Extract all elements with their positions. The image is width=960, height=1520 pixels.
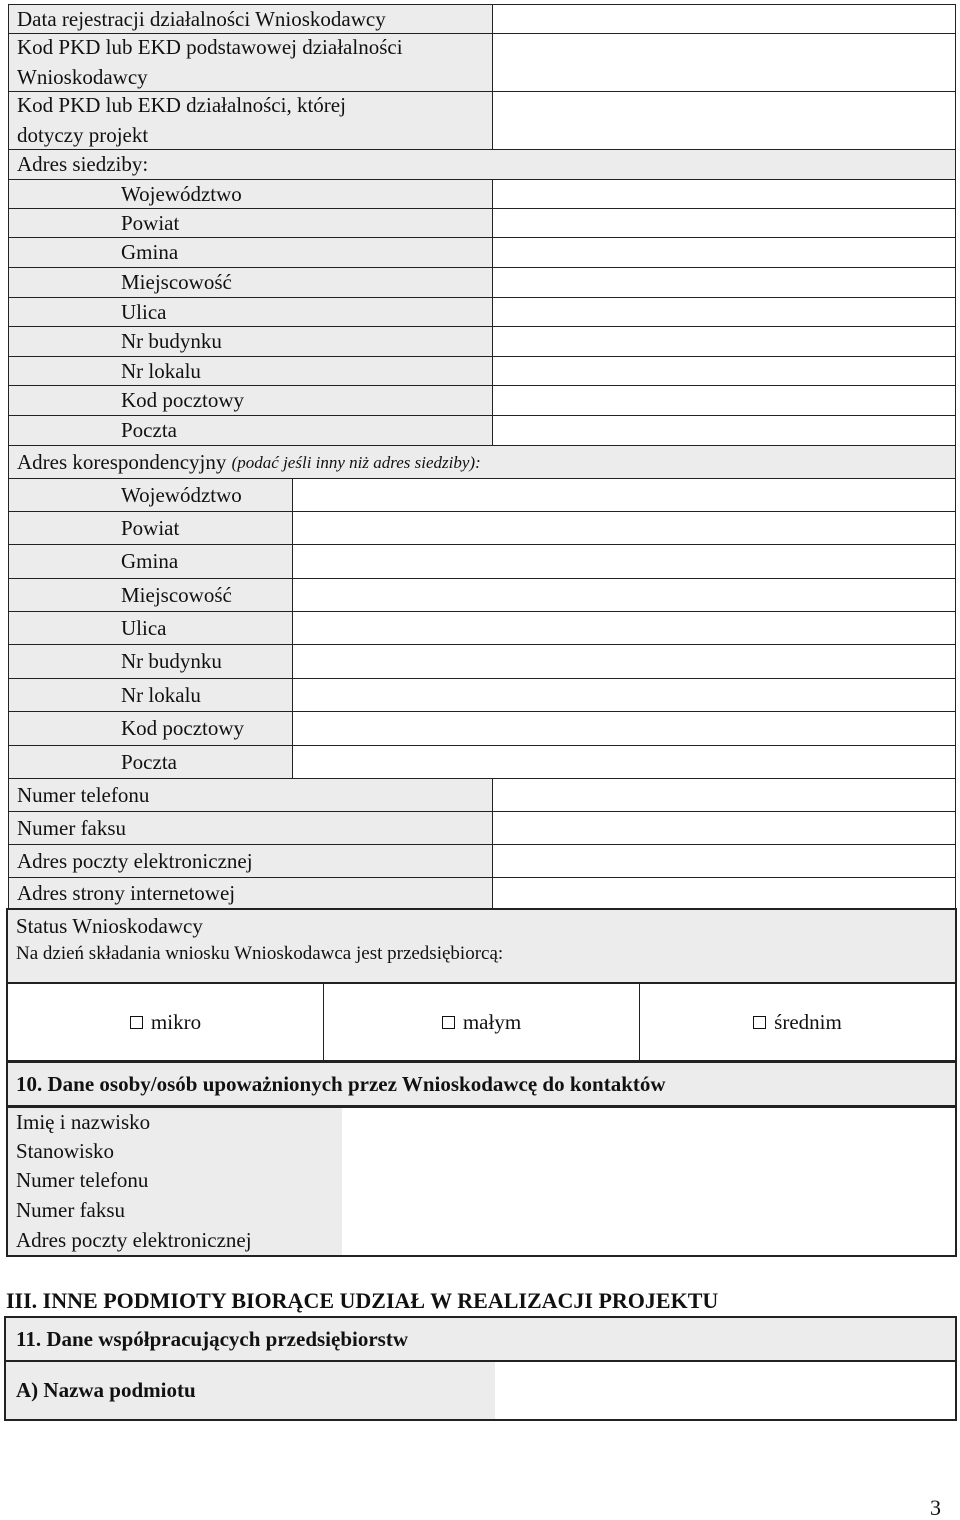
corr-kod-pocztowy-field[interactable] (292, 711, 956, 746)
contact-position-label: Stanowisko (8, 1137, 343, 1167)
pkd-project-field[interactable] (492, 91, 956, 150)
fax-field[interactable] (492, 811, 956, 845)
seat-ulica-field[interactable] (492, 297, 956, 327)
corr-kod-pocztowy-label: Kod pocztowy (8, 711, 293, 746)
contact-email-label: Adres poczty elektronicznej (8, 1225, 343, 1255)
seat-gmina-field[interactable] (492, 237, 956, 268)
corr-nr-budynku-field[interactable] (292, 644, 956, 679)
fax-label: Numer faksu (8, 811, 493, 845)
seat-wojewodztwo-field[interactable] (492, 179, 956, 209)
status-question: Na dzień składania wniosku Wnioskodawca jest przedsiębiorcą: (16, 943, 504, 964)
corr-miejscowosc-label: Miejscowość (8, 578, 293, 612)
status-option-srednim[interactable]: średnim (639, 983, 955, 1061)
contact-phone-label: Numer telefonu (8, 1166, 343, 1196)
section3-heading: III. INNE PODMIOTY BIORĄCE UDZIAŁ W REALIZACJI PROJEKTU (6, 1288, 719, 1313)
seat-nr-budynku-label: Nr budynku (8, 326, 493, 357)
pkd-main-field[interactable] (492, 33, 956, 92)
corr-ulica-field[interactable] (292, 611, 956, 645)
email-label: Adres poczty elektronicznej (8, 844, 493, 878)
corr-nr-budynku-label: Nr budynku (8, 644, 293, 679)
contact-name-field[interactable] (342, 1108, 955, 1138)
corr-powiat-label: Powiat (8, 511, 293, 545)
corr-wojewodztwo-field[interactable] (292, 478, 956, 512)
status-title: Status Wnioskodawcy (16, 914, 203, 938)
seat-nr-lokalu-field[interactable] (492, 356, 956, 386)
phone-field[interactable] (492, 778, 956, 812)
email-field[interactable] (492, 844, 956, 878)
contact-position-field[interactable] (342, 1137, 955, 1167)
contact-fax-label: Numer faksu (8, 1195, 343, 1226)
entity-name-label: A) Nazwa podmiotu (4, 1360, 496, 1421)
seat-wojewodztwo-label: Województwo (8, 179, 493, 209)
seat-powiat-label: Powiat (8, 208, 493, 238)
corr-miejscowosc-field[interactable] (292, 578, 956, 612)
status-option-malym[interactable]: małym (323, 983, 640, 1061)
seat-nr-lokalu-label: Nr lokalu (8, 356, 493, 386)
seat-kod-pocztowy-field[interactable] (492, 385, 956, 416)
seat-nr-budynku-field[interactable] (492, 326, 956, 357)
seat-poczta-field[interactable] (492, 415, 956, 446)
contact-fax-field[interactable] (342, 1195, 955, 1226)
contact-email-field[interactable] (342, 1225, 955, 1255)
corr-nr-lokalu-field[interactable] (292, 678, 956, 712)
page-number: 3 (930, 1495, 941, 1520)
seat-miejscowosc-label: Miejscowość (8, 267, 493, 298)
pkd-main-label: Kod PKD lub EKD podstawowej działalności Wnioskodawcy (8, 33, 493, 92)
section11-title: 11. Dane współpracujących przedsiębiorstw (4, 1316, 957, 1362)
corr-ulica-label: Ulica (8, 611, 293, 645)
phone-label: Numer telefonu (8, 778, 493, 812)
corr-wojewodztwo-label: Województwo (8, 478, 293, 512)
corr-gmina-field[interactable] (292, 544, 956, 579)
contact-name-label: Imię i nazwisko (8, 1108, 343, 1138)
section10-title: 10. Dane osoby/osób upoważnionych przez Wnioskodawcę do kontaktów (6, 1061, 957, 1107)
seat-poczta-label: Poczta (8, 415, 493, 446)
checkbox-icon[interactable] (753, 1016, 766, 1029)
corr-poczta-field[interactable] (292, 745, 956, 779)
corr-nr-lokalu-label: Nr lokalu (8, 678, 293, 712)
corr-poczta-label: Poczta (8, 745, 293, 779)
contact-phone-field[interactable] (342, 1166, 955, 1196)
website-label: Adres strony internetowej (8, 877, 493, 909)
corr-powiat-field[interactable] (292, 511, 956, 545)
pkd-project-label: Kod PKD lub EKD działalności, której dotyczy projekt (8, 91, 493, 150)
seat-kod-pocztowy-label: Kod pocztowy (8, 385, 493, 416)
checkbox-icon[interactable] (442, 1016, 455, 1029)
checkbox-icon[interactable] (130, 1016, 143, 1029)
registration-date-label: Data rejestracji działalności Wnioskodawcy (8, 4, 493, 34)
entity-name-field[interactable] (495, 1360, 957, 1421)
website-field[interactable] (492, 877, 956, 909)
corr-gmina-label: Gmina (8, 544, 293, 579)
seat-powiat-field[interactable] (492, 208, 956, 238)
corr-address-header: Adres korespondencyjny (podać jeśli inny niż adres siedziby): (8, 445, 956, 479)
seat-ulica-label: Ulica (8, 297, 493, 327)
seat-gmina-label: Gmina (8, 237, 493, 268)
status-header (6, 908, 957, 984)
status-option-mikro[interactable]: mikro (8, 983, 324, 1061)
seat-miejscowosc-field[interactable] (492, 267, 956, 298)
seat-address-header: Adres siedziby: (8, 149, 956, 180)
registration-date-field[interactable] (492, 4, 956, 34)
